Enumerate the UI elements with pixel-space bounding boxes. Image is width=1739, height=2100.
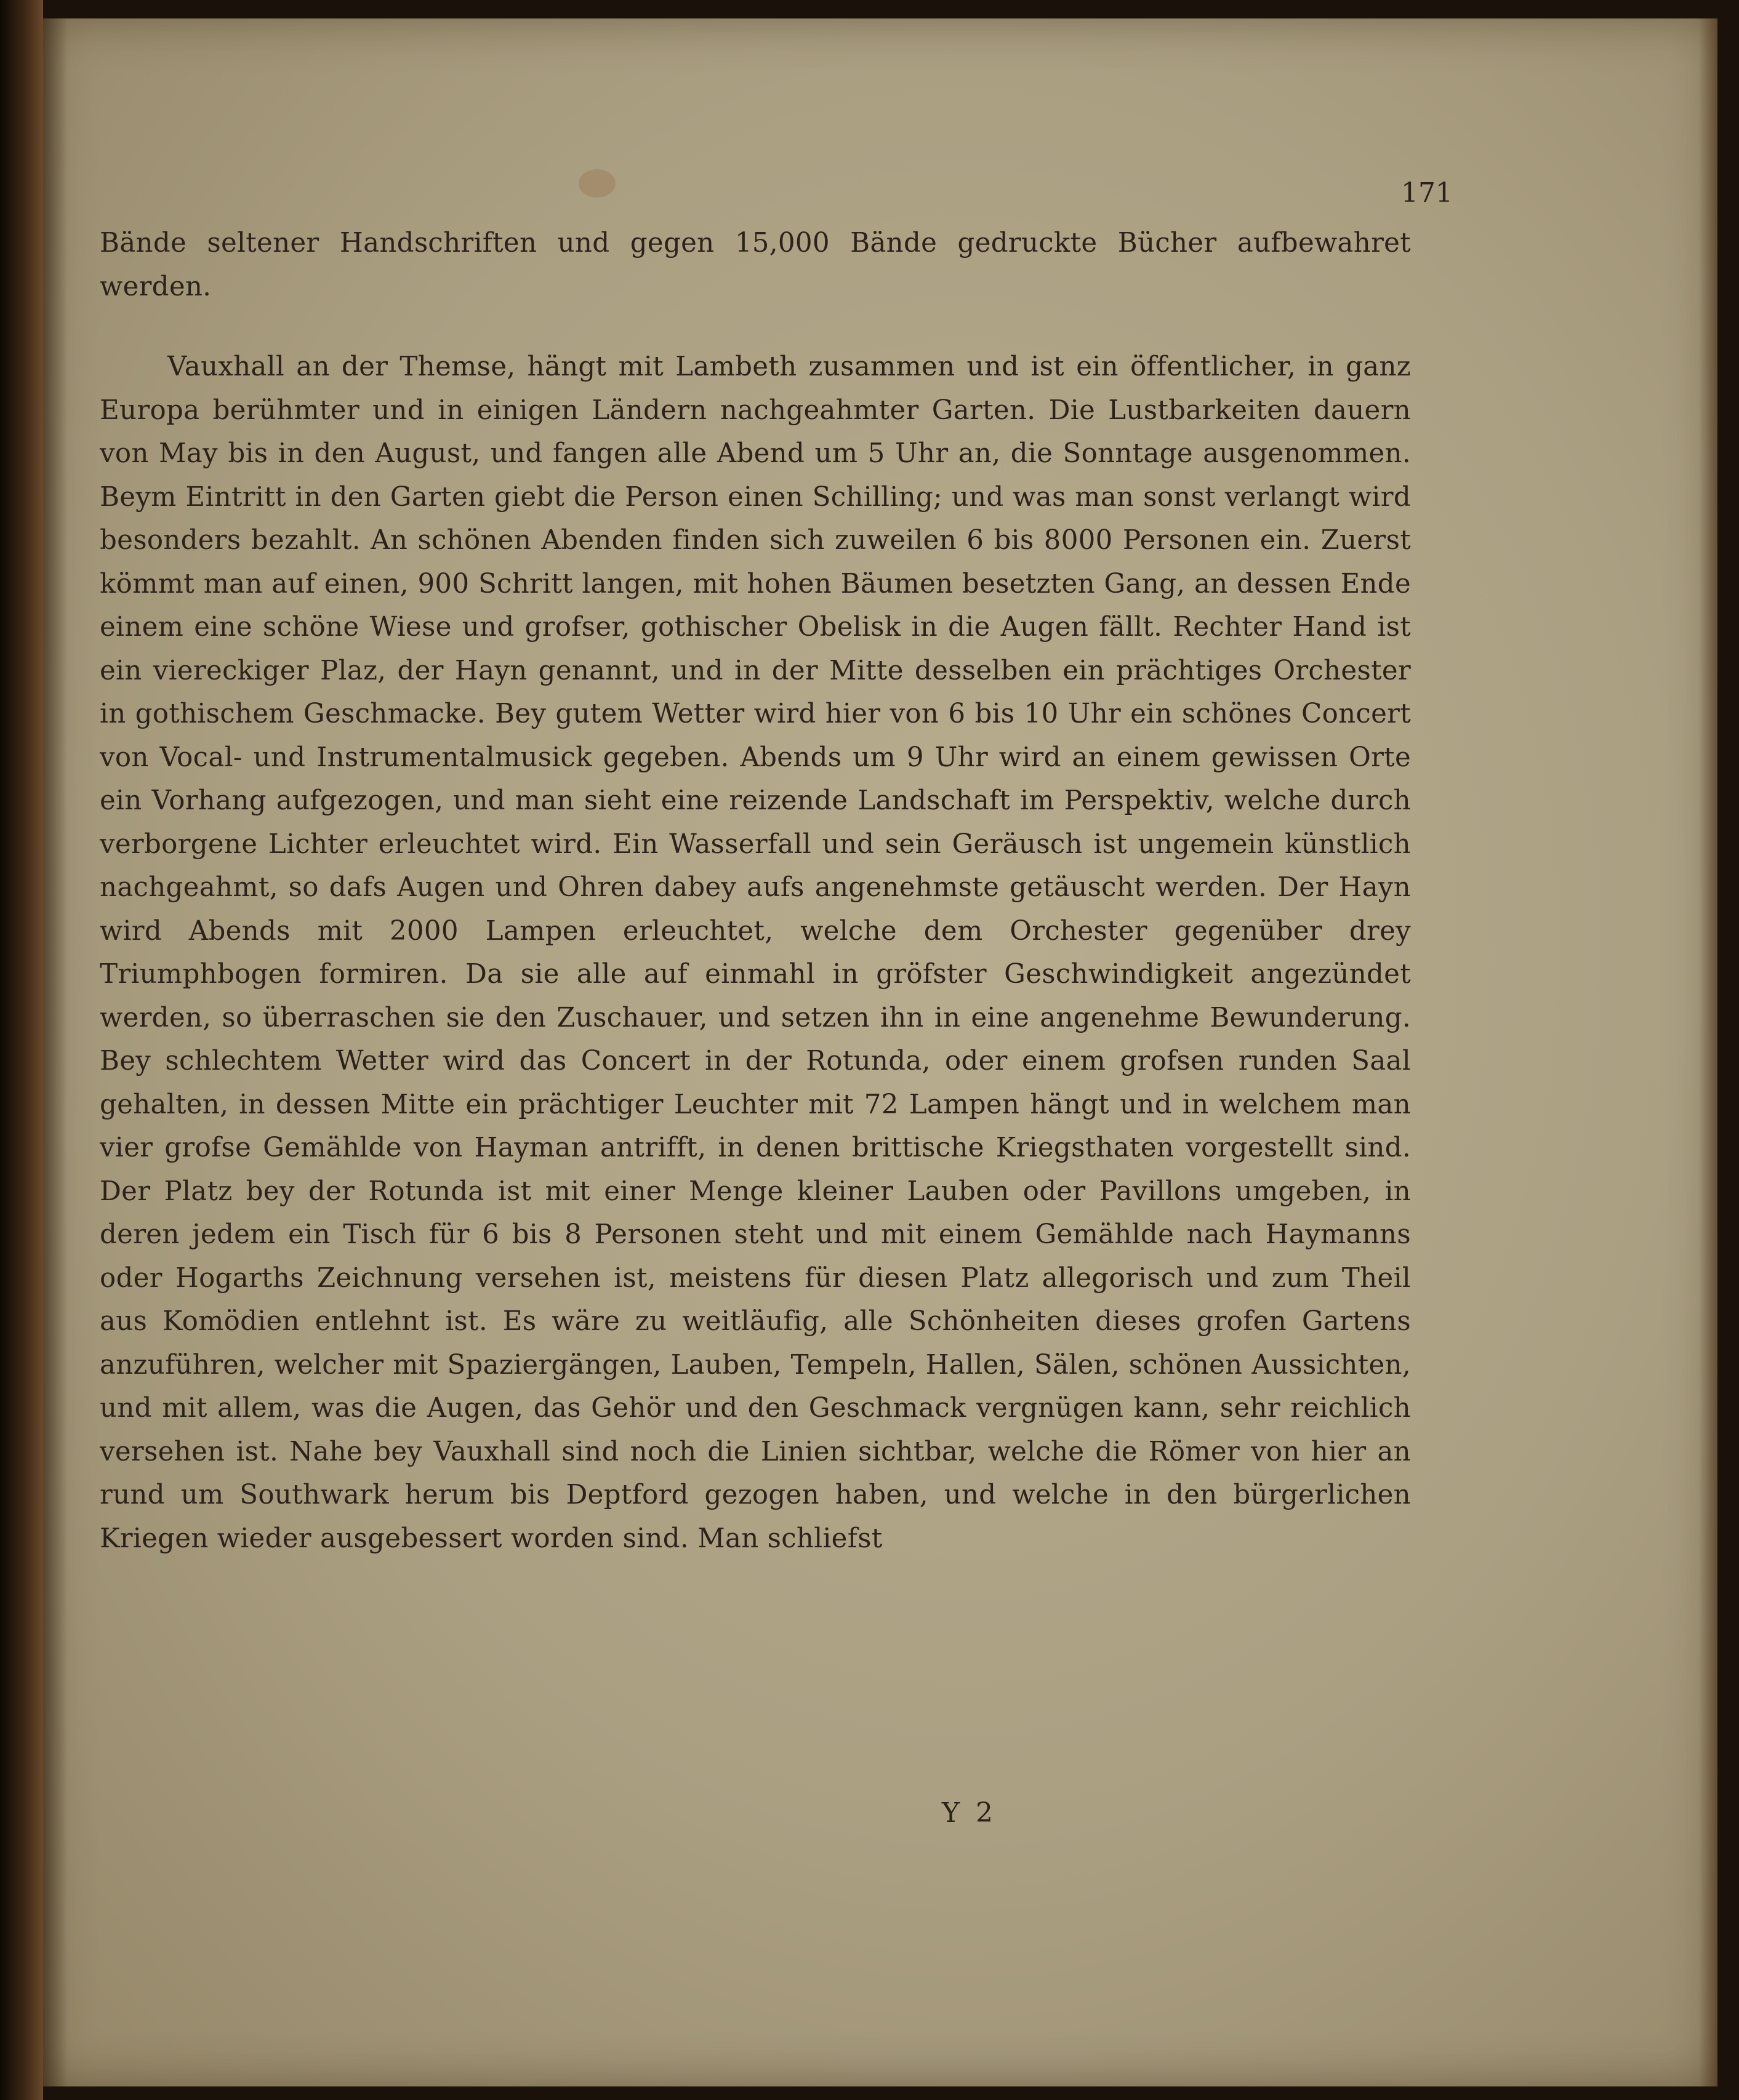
paper-stain bbox=[579, 169, 616, 198]
page-gutter-shadow bbox=[43, 18, 68, 2086]
body-text bbox=[100, 222, 1411, 1560]
printer-signature-mark: Y 2 bbox=[942, 1797, 997, 1829]
paragraph-gap bbox=[100, 308, 1411, 345]
book-binding-edge bbox=[0, 0, 43, 2100]
paragraph-continuation: Bände seltener Handschriften und gegen 15,000 Bände gedruckte Bücher aufbewahret werden. bbox=[100, 228, 1411, 302]
paragraph-vauxhall: Vauxhall an der Themse, hängt mit Lambeth zusammen und ist ein öffentlicher, in ganz Europa berühmter und in einigen Ländern nachgeahmter Garten. Die Lustbarkeiten dauern von May bis in den August, und fangen alle Abend um 5 Uhr an, die Sonntage ausgenommen. Beym Eintritt in den Garten giebt die Person einen Schilling; und was man sonst verlangt wird besonders bezahlt. An schönen Abenden finden sich zuweilen 6 bis 8000 Personen ein. Zuerst kömmt man auf einen, 900 Schritt langen, mit hohen Bäumen besetzten Gang, an dessen Ende einem eine schöne Wiese und grofser, gothischer Obelisk in die Augen fällt. Rechter Hand ist ein viereckiger Plaz, der Hayn genannt, und in der Mitte desselben ein prächtiges Orchester in gothischem Geschmacke. Bey gutem Wetter wird hier von 6 bis 10 Uhr ein schönes Concert von Vocal- und Instrumentalmusick gegeben. Abends um 9 Uhr wird an einem gewissen Orte ein Vorhang aufgezogen, und man sieht eine reizende Landschaft im Perspektiv, welche durch verborgene Lichter erleuchtet wird. Ein Wasserfall und sein Geräusch ist ungemein künstlich nachgeahmt, so dafs Augen und Ohren dabey aufs angenehmste getäuscht werden. Der Hayn wird Abends mit 2000 Lampen erleuchtet, welche dem Orchester gegenüber drey Triumphbogen formiren. Da sie alle auf einmahl in gröfster Geschwindigkeit angezündet werden, so überraschen sie den Zuschauer, und setzen ihn in eine angenehme Bewunderung. Bey schlechtem Wetter wird das Concert in der Rotunda, oder einem grofsen runden Saal gehalten, in dessen Mitte ein prächtiger Leuchter mit 72 Lampen hängt und in welchem man vier grofse Gemählde von Hayman antrifft, in denen brittische Kriegsthaten vorgestellt sind. Der Platz bey der Rotunda ist mit einer Menge kleiner Lauben oder Pavillons umgeben, in deren jedem ein Tisch für 6 bis 8 Personen steht und mit einem Gemählde nach Haymanns oder Hogarths Zeichnung versehen ist, meistens für diesen Platz allegorisch und zum Theil aus Komödien entlehnt ist. Es wäre zu weitläufig, alle Schönheiten dieses grofen Gartens anzuführen, welcher mit Spaziergängen, Lauben, Tempeln, Hallen, Sälen, schönen Aussichten, und mit allem, was die Augen, das Gehör und den Geschmack vergnügen kann, sehr reichlich versehen ist. Nahe bey Vauxhall sind noch die Linien sichtbar, welche die Römer von hier an rund um Southwark herum bis Deptford gezogen haben, und welche in den bürgerlichen Kriegen wieder ausgebessert worden sind. Man schliefst bbox=[100, 351, 1411, 1554]
page-number: 171 bbox=[1401, 177, 1453, 209]
page-edge-shadow bbox=[1699, 18, 1717, 2086]
